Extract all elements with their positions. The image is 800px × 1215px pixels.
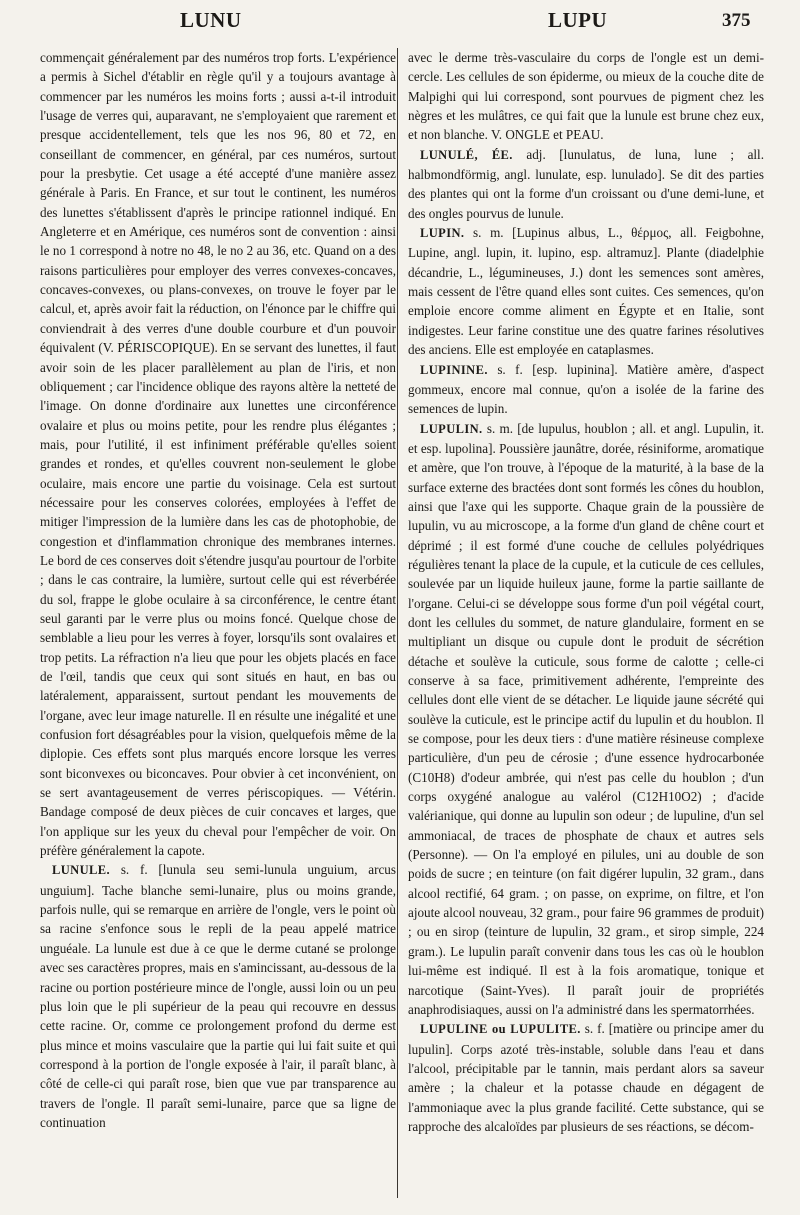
lunule-entry-continuation: avec le derme très-vasculaire du corps de l'ongle est un demi-cercle. Les cellules de son épiderme, ou mieux de la couche dite de Malpighi qui lui correspond, sont pourvues de pigment chez les nègres et les mulâtres, ce qui fait que la lunule est brune chez eux, et non blanche. V. ONGLE et PEAU. [408,50,764,143]
lupuline-definition: s. f. [matière ou principe amer du lupulin]. Corps azoté très-instable, soluble dans l'eau et dans l'alcool, précipitable par le tannin, mais perdant alors sa saveur amère ; la chaleur et la potasse chaude en dégagent de l'ammoniaque avec la plus grande facilité. Cette substance, qui se rapproche des alcaloïdes par plusieurs de ses réactions, se décom- [408,1021,764,1134]
lupin-headword: LUPIN. [420,226,465,241]
lupinine-headword: LUPININE. [420,362,488,377]
lupin-definition: s. m. [Lupinus albus, L., θέρμος, all. Feigbohne, Lupine, angl. lupin, it. lupino, esp. altramuz]. Plante (diadelphie décandrie, L., légumineuses, J.) dont les semences sont amères, mais cessent de l'être quand elles sont cuites. Ces semences, qu'on emploie encore comme aliment en Égypte et en Italie, sont indigestes. Leur farine constitue une des quatre farines résolutives des anciens. Elle est employée en cataplasmes. [408,225,764,358]
lunettes-entry-continuation: commençait généralement par des numéros trop forts. L'expérience a permis à Sichel d'établir en règle qu'il y a toujours avantage à commencer par les numéros les moins forts ; aussi a-t-il introduit l'usage de verres qui, auparavant, ne s'employaient que rarement et presque accidentellement, tels que les nos 96, 80 et 72, en conseillant de commencer, en général, par ces numéros, surtout pour la presbytie. Cet usage a été accepté d'une manière assez générale à Paris. En France, et sur tout le continent, les numéros des lunettes s'établissent d'après le principe rationnel indiqué. En Angleterre et en Amérique, ces numéros sont de convention : ainsi le no 1 correspond à notre no 48, le no 2 au 36, etc. Quand on a des raisons particulières pour employer des verres convexes-concaves, concaves-convexes, ou plans-convexes, on trouve le foyer par le calcul, et, après avoir fait la réduction, on l'énonce par le chiffre qui conviendrait à des verres d'une double courbure et d'un pouvoir équivalent (V. PÉRISCOPIQUE). En se servant des lunettes, il faut avoir soin de les placer parallèlement au plan de l'iris, et non obliquement ; car l'incidence oblique des rayons altère la netteté de l'image. On donne d'ordinaire aux lunettes une circonférence ovalaire et plus ou moins petite, pour les rendre plus élégantes ; mais, pour l'utilité, il est infiniment préférable qu'elles soient grandes et rondes, et qu'elles couvrent non-seulement le globe oculaire, mais encore une partie du voisinage. Cela est surtout nécessaire pour les conserves colorées, employées à l'effet de mitiger l'impression de la lumière dans les cas de photophobie, de congestion et d'inflammation chronique des membranes internes. Le bord de ces conserves doit s'étendre jusqu'au pourtour de l'orbite ; dans le cas contraire, la lumière, surtout celle qui est réverbérée du sol, frappe le globe oculaire à sa circonférence, le centre étant seul garanti par le verre plus ou moins foncé. Quelque chose de semblable a lieu pour les verres à foyer, lorsqu'ils sont ovalaires et trop petits. La réfraction n'a lieu que pour les objets placés en face de l'œil, tandis que ceux qui sont situés en haut, en bas ou latéralement, apparaissent, surtout pendant les mouvements de l'organe, avec leur image naturelle. Il en résulte une inégalité et une confusion fort désagréables pour la vision, quelquefois même de la diplopie. Ces effets sont plus marqués encore lorsque les verres sont biconvexes ou biconcaves. Pour obvier à cet inconvénient, on se sert avantageusement de verres périscopiques. — Vétérin. Bandage composé de deux pièces de cuir concaves et larges, que l'on applique sur les yeux du cheval pour l'empêcher de voir. On préfère généralement la capote. [40,50,396,859]
lunule-adjective-entry [408,145,764,223]
lunule-entry [40,860,396,1132]
lupuline-entry [408,1019,764,1136]
right-column [408,48,764,1136]
left-column [40,48,396,1132]
lupinine-entry [408,360,764,419]
lupinine-definition: s. f. [esp. lupinina]. Matière amère, d'aspect gommeux, encore mal connue, qu'on a isolée de la farine des semences de lupin. [408,361,764,417]
left-running-title: LUNU [180,8,242,32]
lunule-adjective-headword: LUNULÉ, ÉE. [420,147,513,162]
column-divider [397,48,398,1198]
lunule-headword: LUNULE. [52,863,111,878]
lunule-definition: s. f. [lunula seu semi-lunula unguium, arcus unguium]. Tache blanche semi-lunaire, plus ou moins grande, parfois nulle, qui se remarque en arrière de l'ongle, vers le point où sa racine s'enfonce sous le repli de la peau appelé matrice unguéale. La lunule est due à ce que le derme cutané se prolonge avec ses caractères propres, mais en s'amincissant, au-dessous de la racine ou portion postérieure mince de l'ongle, aussi loin ou un peu plus loin que le pli supérieur de la peau qui recouvre en dessus cette racine. Or, comme ce prolongement profond du derme est plus mince et moins vasculaire que la partie qui lui fait suite et qui correspond à la portion de l'ongle exposée à l'air, il paraît blanc, à côté de celle-ci qui paraît rose, bien que vue par transparence au travers de l'ongle. Il paraît semi-lunaire, parce que sa ligne de continuation [40,862,396,1130]
lupulin-headword: LUPULIN. [420,421,483,436]
lupulin-entry [408,419,764,1020]
right-running-title: LUPU [548,8,608,32]
running-head [0,8,800,42]
lupuline-headword: LUPULINE ou LUPULITE. [420,1022,581,1037]
lupulin-definition: s. m. [de lupulus, houblon ; all. et angl. Lupulin, it. et esp. lupolina]. Poussière jaunâtre, dorée, résiniforme, aromatique et amère, que l'on trouve, à l'époque de la maturité, à la base de la surface externe des bractées dont sont formés les cônes du houblon, ainsi que l'axe qui les supporte. Chaque grain de la poussière de lupulin, vu au microscope, a la forme d'un gland de chêne court et déprimé ; il est formé d'une couche de cellules polyédriques régulières tenant la place de la cupule, et la cuticule de ces cellules, soulevée par un liquide huileux jaune, forme la partie saillante de l'organe. Celui-ci se développe sous forme d'un poil végétal court, dont les cellules du sommet, de nature glandulaire, forment en se multipliant un disque ou cupule dont le produit de sécrétion détache et soulève la cuticule, sous forme de calotte ; celle-ci conserve à sa face, primitivement adhérente, l'empreinte des cellules dont elle vient de se détacher. Le liquide jaune sécrété qui soulève la cuticule, est le principe actif du lupulin et du houblon. Il se compose, pour les deux tiers : d'une matière résineuse complexe particulière, d'un peu de cérosie ; d'une essence hydrocarbonée (C10H8) d'odeur ambrée, qui n'est pas celle du houblon ; d'un corps oxygéné analogue au valérol (C12H10O2) ; d'acide valérianique, qui donne au lupulin son odeur ; de lupuline, d'un sel ammoniacal, de traces de phosphate de chaux et autres sels (Personne). — On l'a employé en pilules, uni au double de son poids de sucre ; en teinture (on fait digérer lupulin, 32 gram., dans alcool rectifié, 64 gram. ; on passe, on exprime, on filtre, et l'on ajoute alcool nouveau, 32 gram., pour faire 96 grammes de produit) ; ou en sirop (teinture de lupulin, 32 gram., et sirop simple, 224 gram.). Le lupulin paraît convenir dans tous les cas où le houblon lui-même est indiqué. Il est à la fois aromatique, tonique et narcotique (Saint-Yves). Il paraît jouir de propriétés anaphrodisiaques, aussi on l'a administré dans les spermatorrhées. [408,420,764,1017]
page-number: 375 [722,10,751,31]
lunule-adjective-definition: adj. [lunulatus, de luna, lune ; all. halbmondförmig, angl. lunulate, esp. lunulado]. Se dit des parties des plantes qui ont la forme d'un croissant ou d'une demi-lune, et des ongles pourvus de lunule. [408,146,764,221]
lupin-entry [408,223,764,359]
